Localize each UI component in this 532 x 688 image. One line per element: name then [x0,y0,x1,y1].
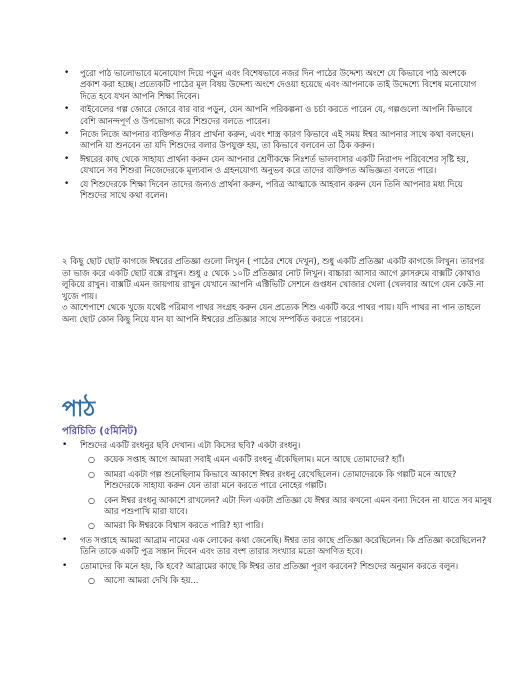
bullet-icon: • [64,104,70,115]
list-item-text: বাইবেলের গল্প জোরে জোরে বার বার পড়ুন, যেন আপনি পরিকল্পনা ও চর্চা করতে পারেন যে, গল্পগুলো আপনি কিভাবে বেশি আনন্দপূর্ণ ও উপভোগ্য করে শিশুদের বলতে পারেন। [80,104,473,126]
list-item [62,104,482,127]
list-item-text: কেন ঈশ্বর রংধনু আকাশে রাখলেন? এটা দিল একটা প্রতিজ্ঞা যে ঈশ্বর আর কখনো এমন বন্যা দিবেন না যাতে সব মানুষ আর পশুপাখি মারা যাবে। [104,494,492,517]
numbered-paragraph-2: ২ কিছু ছোট ছোট কাগজে ঈশ্বরের প্রতিজ্ঞা গুলো লিখুন ( পাঠের শেষে দেখুন), শুধু একটি প্রতিজ্ঞা একটি কাগজে লিখুন। তারপর তা ভাজ করে একটি ছোট বক্সে রাখুন। শুধু ৫ থেকে ১০টি প্রতিজ্ঞার নোট লিখুন। বাচ্চারা আসার আগে ক্লাসরুমে বাক্সটি কোথাও লুকিয়ে রাখুন। বাক্সটি এমন জায়গায় রাখুন যেখানে আপনি এক্টিভিটি সেশনে গুপ্তধন খোজার খেলা (খেলবার আগে যেন কেউ না খুজে পায়। [62,256,485,301]
bullet-icon: • [64,153,70,164]
list-item-text: নিজে নিজে আপনার ব্যক্তিগত নীরব প্রার্থনা করুন, এবং শাস্ত্র কারণ কিভাবে এই সময় ঈশ্বর আপনার সাথে কথা বলছেন। আপনি যা শুনবেন তা যদি শিশুদের বলার উপযুক্ত হয়, তা কিভাবে বলবেন তা ঠিক করুন। [80,129,474,151]
sub-list-item [62,575,492,586]
circle-bullet-icon: ○ [88,469,95,479]
list-item-text: পুরো পাঠ ভালোভাবে মনোযোগ দিয়ে পড়ুন এবং বিশেষভাবে নজর দিন পাঠের উদ্দেশ্য অংশে যে কিভাবে পাঠ অংশকে প্রকাশ করা হচ্ছে। প্রত্যেকটি পাঠের মূল বিষয় উদ্দেশ্য অংশে দেওয়া হয়েছে এবং আপনাকে তাই উদ্দেশ্যে বিশেষ মনোযোগ দিতে হবে যখন আপনি শিক্ষা দিবেন। [80,68,477,101]
section-subheading: পরিচিতি (৫মিনিট) [62,426,138,437]
list-item-text: আমরা কি ঈশ্বরকে বিশ্বাস করতে পারি? হ্যা পারি। [104,520,264,531]
list-item-text: শিশুদের একটি রংধনুর ছবি দেখান। এটা কিসের ছবি? একটা রংধনু। [80,440,301,450]
list-item [62,154,482,177]
list-item [62,440,492,451]
bullet-icon: • [64,129,70,140]
list-item [62,561,492,572]
sub-list-item [62,495,492,518]
section-heading: পাঠ [62,397,96,422]
list-item [62,129,482,152]
bullet-icon: • [62,534,68,545]
list-item-text: তোমাদের কি মনে হয়, কি হবে? আব্রামের কাছে কি ঈশ্বর তার প্রতিজ্ঞা পূরণ করবেন? শিশুদের অনুমান করতে বলুন। [80,560,459,571]
list-item-text: ঈশ্বরের কাছ থেকে সাহায্য প্রার্থনা করুন যেন আপনার শ্রেণীকক্ষে নিঃশর্ত ভালবাসার একটি নিরাপদ পরিবেশের সৃষ্টি হয়, যেখানে সব শিশুরা নিজেদেরকে মূল্যবান ও গ্রহনযোগ্য অনুভব করে তাদের ব্যক্তিগত অভিজ্ঞতা বলতে পারে। [80,153,469,176]
list-item-text: আসো আমরা দেখি কি হয়... [104,575,199,586]
bullet-icon: • [62,560,68,571]
sub-list-item [62,469,492,492]
introduction-list [62,440,492,589]
sub-list-item [62,454,492,465]
bullet-icon: • [64,68,70,78]
list-item [62,68,482,102]
numbered-paragraph-3: ৩ আশেপাশে থেকে খুজে যথেষ্ট পরিমাণ পাথর সংগ্রহ করুন যেন প্রত্যেক শিশু একটি করে পাথর পায়। যদি পাথর না পান তাহলে অন্য ছোট কোন কিছু নিয়ে যান যা আপনি ঈশ্বরের প্রতিজ্ঞার সাথে সম্পর্কিত করতে পারবেন। [62,302,481,324]
circle-bullet-icon: ○ [88,576,95,586]
list-item [62,535,492,558]
list-item-text: কয়েক সপ্তাহ আগে আমরা সবাই এমন একটি রংধনু এঁকেছিলাম। মনে আছে তোমাদের? হ্যাঁ। [104,454,405,465]
circle-bullet-icon: ○ [88,495,95,505]
list-item-text: আমরা একটা গল্প শুনেছিলাম কিভাবে আকাশে ঈশ্বর রংধনু রেখেছিলেন। তোমাদেরকে কি গল্পটি মনে আছে? শিশুদেরকে সাহায্য করুন যেন তারা মনে করতে পারে নোহের গল্পটি। [104,468,457,491]
bullet-icon: • [62,440,68,450]
list-item-text: গত সপ্তাহে আমরা আব্রাম নামের এক লোকের কথা জেনেছি। ঈশ্বর তার কাছে প্রতিজ্ঞা করেছিলেন। কি প্রতিজ্ঞা করেছিলেন? তিনি তাকে একটি পুত্র সন্তান দিবেন এবং তার বংশ তারার সংখ্যার মতো অগণিত হবে। [80,534,487,557]
list-item [62,179,482,202]
sub-list-item [62,520,492,531]
bullet-icon: • [64,178,70,189]
circle-bullet-icon: ○ [88,455,95,465]
circle-bullet-icon: ○ [88,521,95,531]
preparation-list [62,68,482,203]
list-item-text: যে শিশুদেরকে শিক্ষা দিবেন তাদের জন্যও প্রার্থনা করুন, পবিত্র আত্মাকে আহবান করুন যেন তিনি আপনার মধ্য দিয়ে শিশুদের সাথে কথা বলেন। [80,178,463,201]
